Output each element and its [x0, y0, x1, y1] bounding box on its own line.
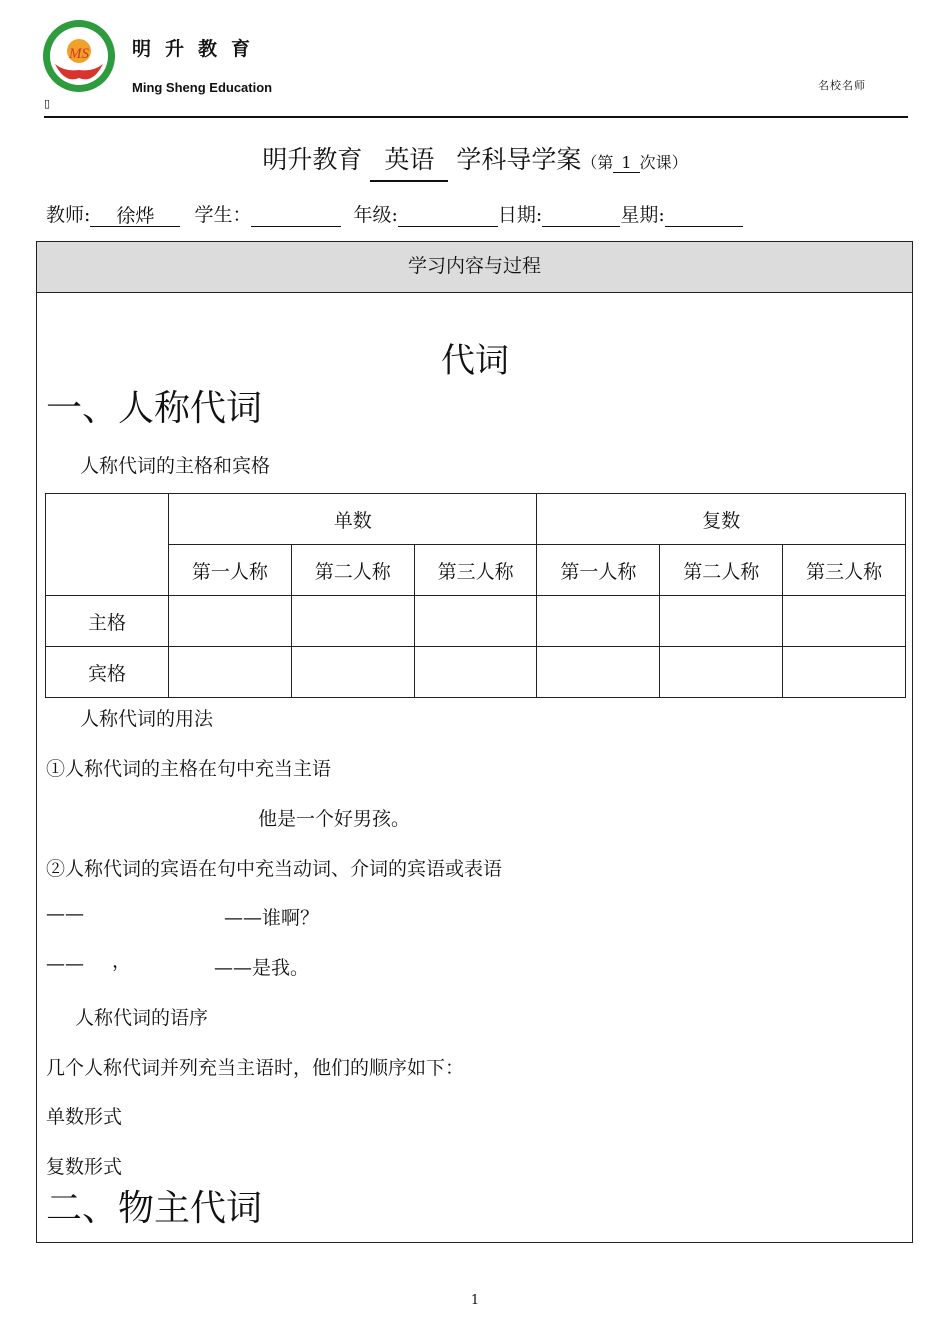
table-group-singular: 单数	[169, 494, 537, 545]
dialog-2-comma: ，	[112, 950, 132, 972]
brand-name-en: Ming Sheng Education	[132, 80, 273, 95]
table-person-header: 第二人称	[660, 545, 783, 596]
header-right-text: 名校名师	[818, 79, 866, 92]
table-row-label: 主格	[46, 596, 169, 647]
table-row	[46, 647, 906, 698]
table-cell[interactable]	[414, 596, 537, 647]
ming-sheng-logo	[41, 18, 117, 94]
table-cell[interactable]	[660, 647, 783, 698]
dialog-2-right: ——是我。	[214, 957, 310, 979]
usage-rule-2: ②人称代词的宾语在句中充当动词、介词的宾语或表语	[46, 858, 503, 880]
table-person-header: 第二人称	[291, 545, 414, 596]
table-cell[interactable]	[660, 596, 783, 647]
dialog-1-right: ——谁啊？	[224, 907, 320, 929]
section-header: 学习内容与过程	[37, 242, 912, 293]
example-sentence-1: 他是一个好男孩。	[258, 808, 411, 830]
usage-rule-1: ①人称代词的主格在句中充当主语	[46, 758, 332, 780]
header-divider	[44, 116, 908, 118]
page-number: 1	[470, 1293, 480, 1308]
table-cell[interactable]	[783, 647, 906, 698]
grade-field[interactable]	[398, 201, 498, 227]
table-row-label: 宾格	[46, 647, 169, 698]
table-row	[46, 596, 906, 647]
usage-title: 人称代词的用法	[80, 708, 214, 730]
table-cell[interactable]	[783, 596, 906, 647]
doc-title: 代词	[441, 341, 509, 381]
table-cell[interactable]	[291, 596, 414, 647]
weekday-label: 星期:	[620, 204, 665, 226]
table-cell[interactable]	[537, 647, 660, 698]
table-person-header: 第一人称	[169, 545, 292, 596]
grade-label: 年级:	[353, 204, 398, 226]
table-group-plural: 复数	[537, 494, 906, 545]
order-title: 人称代词的语序	[75, 1007, 209, 1029]
teacher-label: 教师:	[46, 204, 91, 226]
heading-possessive-pronouns: 二、物主代词	[46, 1188, 263, 1229]
table-corner-cell	[46, 494, 169, 596]
svg-text:MS: MS	[69, 46, 89, 62]
dialog-2-left: ——	[46, 953, 84, 975]
table-cell[interactable]	[414, 647, 537, 698]
table-cell[interactable]	[169, 596, 292, 647]
table-person-header: 第三人称	[783, 545, 906, 596]
title-suffix: 学科导学案	[456, 145, 582, 174]
order-text: 几个人称代词并列充当主语时，他们的顺序如下：	[46, 1057, 465, 1079]
brand-name-cn: 明升教育	[132, 38, 265, 60]
weekday-field[interactable]	[665, 201, 743, 227]
table-person-header: 第一人称	[537, 545, 660, 596]
subheading-cases: 人称代词的主格和宾格	[80, 455, 271, 477]
teacher-field[interactable]: 徐烨	[90, 201, 180, 227]
header-mark: ▯	[44, 97, 51, 110]
date-field[interactable]	[542, 201, 620, 227]
plural-form-label: 复数形式	[46, 1156, 123, 1178]
student-field[interactable]	[251, 201, 341, 227]
lesson-number: （第 1 次课）	[581, 153, 688, 172]
singular-form-label: 单数形式	[46, 1106, 123, 1128]
heading-personal-pronouns: 一、人称代词	[46, 388, 263, 429]
table-cell[interactable]	[291, 647, 414, 698]
table-cell[interactable]	[537, 596, 660, 647]
table-cell[interactable]	[169, 647, 292, 698]
table-person-header: 第三人称	[414, 545, 537, 596]
pronoun-table	[45, 493, 906, 698]
info-row	[46, 200, 743, 227]
student-label: 学生：	[194, 204, 252, 226]
dialog-1-left: ——	[46, 903, 84, 925]
worksheet-title	[0, 140, 950, 182]
title-prefix: 明升教育	[262, 145, 363, 174]
title-subject: 英语	[370, 140, 448, 182]
date-label: 日期:	[497, 204, 543, 226]
